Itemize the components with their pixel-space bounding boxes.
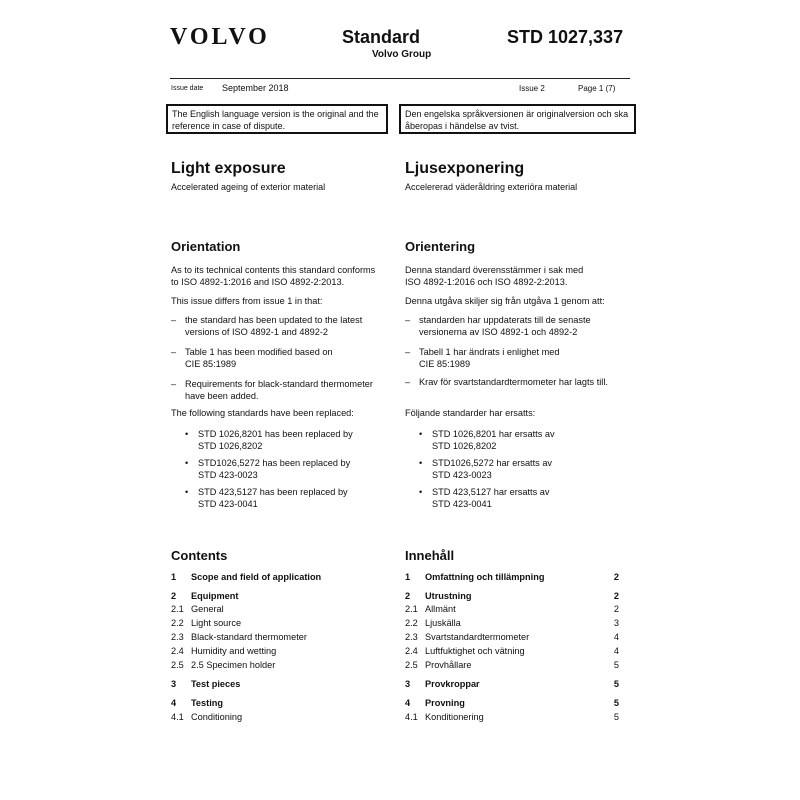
notice-text-en: The English language version is the original and the reference in case of dispute. [172,109,379,131]
replaced-item-text: STD 1026,8201 har ersatts av [432,429,555,439]
toc-entry[interactable] [405,618,619,630]
toc-entry[interactable] [171,660,386,672]
toc-entry-number: 4 [171,698,177,708]
organization: Volvo Group [372,49,432,60]
toc-entry-title: 2.5 Specimen holder [191,660,276,670]
toc-entry-page: 5 [613,698,619,708]
replaced-item-3-sv [405,486,620,510]
bullet-marker: • [185,458,189,468]
toc-entry-title: Omfattning och tillämpning [425,572,545,582]
dash-marker: – [405,315,411,325]
toc-entry[interactable] [171,712,386,724]
replaced-item-text: STD1026,5272 has been replaced by [198,458,351,468]
change-item-text: the standard has been updated to the latest [185,315,363,325]
replaced-item-text: STD 1026,8202 [198,441,263,451]
toc-entry-number: 2.5 [405,660,418,670]
para1-line1-sv: Denna standard överensstämmer i sak med [405,265,584,275]
replaced-item-text: STD1026,5272 har ersatts av [432,458,553,468]
toc-entry-page: 3 [613,618,619,628]
document-type: Standard [342,27,421,47]
replaced-item-text: STD 1026,8201 has been replaced by [198,429,353,439]
toc-entry-number: 2.1 [405,604,418,614]
toc-entry[interactable] [405,591,619,603]
title-sv: Ljusexponering [405,160,525,177]
change-item-text: Krav för svartstandardtermometer har lagts till. [419,377,608,387]
para2-sv: Denna utgåva skiljer sig från utgåva 1 genom att: [405,296,605,306]
change-item-3-en [171,378,386,402]
change-item-1-sv [405,314,620,338]
page-number: Page 1 (7) [578,84,616,93]
toc-entry-title: General [191,604,224,614]
orientation-heading-en: Orientation [171,239,241,254]
toc-entry-title: Light source [191,618,242,628]
toc-list-sv [405,572,619,732]
replaced-item-text: STD 423-0023 [198,470,258,480]
bullet-marker: • [419,487,423,497]
subtitle-en: Accelerated ageing of exterior material [171,182,326,192]
toc-entry-title: Konditionering [425,712,484,722]
toc-entry-number: 4.1 [405,712,418,722]
toc-entry-number: 1 [405,572,411,582]
para1-line2-en: to ISO 4892-1:2016 and ISO 4892-2:2013. [171,277,345,287]
toc-entry[interactable] [171,679,386,691]
toc-entry-number: 2.2 [405,618,418,628]
replaced-item-text: STD 423,5127 har ersatts av [432,487,550,497]
toc-entry-title: Scope and field of application [191,572,322,582]
toc-entry-title: Provkroppar [425,679,480,689]
issue-date-label: Issue date [171,85,204,92]
toc-entry-title: Allmänt [425,604,456,614]
toc-entry-title: Equipment [191,591,239,601]
toc-entry-number: 2.2 [171,618,184,628]
toc-entry-number: 3 [405,679,411,689]
toc-entry-page: 2 [613,572,619,582]
toc-entry[interactable] [171,591,386,603]
change-item-text: Table 1 has been modified based on [185,347,333,357]
title-en: Light exposure [171,160,286,177]
toc-entry[interactable] [171,698,386,710]
change-item-text: CIE 85:1989 [185,359,237,369]
toc-entry-number: 2.5 [171,660,184,670]
toc-entry-number: 2 [171,591,177,601]
replaced-item-1-en [171,428,386,452]
change-item-text: versionerna av ISO 4892-1 och 4892-2 [419,327,578,337]
orientation-column-en [171,264,386,524]
toc-entry-page: 5 [613,712,619,722]
toc-entry-number: 2.1 [171,604,184,614]
header-divider [170,78,630,79]
toc-entry[interactable] [171,604,386,616]
bullet-marker: • [419,458,423,468]
toc-entry-number: 2 [405,591,411,601]
dash-marker: – [405,377,411,387]
toc-entry[interactable] [171,632,386,644]
toc-entry-title: Testing [191,698,223,708]
toc-entry-title: Luftfuktighet och vätning [425,646,525,656]
contents-heading-en: Contents [171,548,228,563]
volvo-logo: VOLVO [170,24,270,50]
toc-entry[interactable] [405,572,619,584]
toc-list-en [171,572,386,732]
bullet-marker: • [185,487,189,497]
toc-entry-number: 4 [405,698,411,708]
toc-entry-page: 5 [613,679,619,689]
toc-entry-title: Ljuskälla [425,618,461,628]
toc-entry-number: 4.1 [171,712,184,722]
toc-entry-title: Black-standard thermometer [191,632,307,642]
change-item-text: standarden har uppdaterats till de senaste [419,315,591,325]
bullet-marker: • [185,429,189,439]
toc-entry-title: Utrustning [425,591,472,601]
toc-entry[interactable] [405,712,619,724]
change-item-2-en [171,346,386,370]
replaced-item-text: STD 423-0023 [432,470,492,480]
change-item-text: CIE 85:1989 [419,359,471,369]
toc-entry-page: 4 [613,632,619,642]
change-item-3-sv [405,376,630,390]
para1-line1-en: As to its technical contents this standard conforms [171,265,376,275]
replaced-item-1-sv [405,428,620,452]
notice-box-sv [399,104,636,134]
replaced-item-text: STD 1026,8202 [432,441,497,451]
orientation-column-sv [405,264,620,524]
toc-entry-number: 3 [171,679,177,689]
replaced-item-2-en [171,457,386,481]
toc-entry-title: Provning [425,698,465,708]
dash-marker: – [405,347,411,357]
change-item-text: Requirements for black-standard thermometer [185,379,373,389]
toc-entry-page: 4 [613,646,619,656]
toc-entry[interactable] [405,632,619,644]
replaced-item-text: STD 423-0041 [432,499,492,509]
para3-en: The following standards have been replaced: [171,408,354,418]
toc-entry-page: 2 [613,591,619,601]
change-item-1-en [171,314,386,338]
toc-entry[interactable] [405,698,619,710]
toc-entry-title: Svartstandardtermometer [425,632,530,642]
toc-entry-title: Humidity and wetting [191,646,277,656]
toc-entry-number: 2.4 [171,646,184,656]
toc-entry[interactable] [171,618,386,630]
issue-number: Issue 2 [519,84,545,93]
change-item-text: have been added. [185,391,259,401]
para3-sv: Följande standarder har ersatts: [405,408,536,418]
para1-line2-sv: ISO 4892-1:2016 och ISO 4892-2:2013. [405,277,568,287]
toc-entry-title: Test pieces [191,679,241,689]
toc-entry-number: 2.3 [405,632,418,642]
toc-entry-number: 2.3 [171,632,184,642]
replaced-item-text: STD 423-0041 [198,499,258,509]
standard-number: STD 1027,337 [507,27,624,47]
replaced-item-text: STD 423,5127 has been replaced by [198,487,348,497]
toc-entry[interactable] [405,604,619,616]
dash-marker: – [171,379,177,389]
toc-entry[interactable] [405,679,619,691]
toc-entry-title: Provhållare [425,660,472,670]
notice-text-sv: Den engelska språkversionen är originalversion och ska åberopas i händelse av tvist. [405,109,629,131]
dash-marker: – [171,347,177,357]
toc-entry[interactable] [405,646,619,658]
toc-entry-number: 2.4 [405,646,418,656]
toc-entry[interactable] [405,660,619,672]
contents-heading-sv: Innehåll [405,548,455,563]
toc-entry-number: 1 [171,572,177,582]
change-item-text: versions of ISO 4892-1 and 4892-2 [185,327,329,337]
bullet-marker: • [419,429,423,439]
subtitle-sv: Accelererad väderåldring exteriöra material [405,182,578,192]
para2-en: This issue differs from issue 1 in that: [171,296,323,306]
toc-entry-page: 2 [613,604,619,614]
issue-date: September 2018 [222,83,289,93]
change-item-2-sv [405,346,620,370]
toc-entry[interactable] [171,572,386,584]
toc-entry-page: 5 [613,660,619,670]
change-item-text: Tabell 1 har ändrats i enlighet med [419,347,560,357]
toc-entry[interactable] [171,646,386,658]
notice-box-en [166,104,388,134]
toc-entry-title: Conditioning [191,712,243,722]
orientation-heading-sv: Orientering [405,239,476,254]
dash-marker: – [171,315,177,325]
replaced-item-2-sv [405,457,620,481]
replaced-item-3-en [171,486,386,510]
